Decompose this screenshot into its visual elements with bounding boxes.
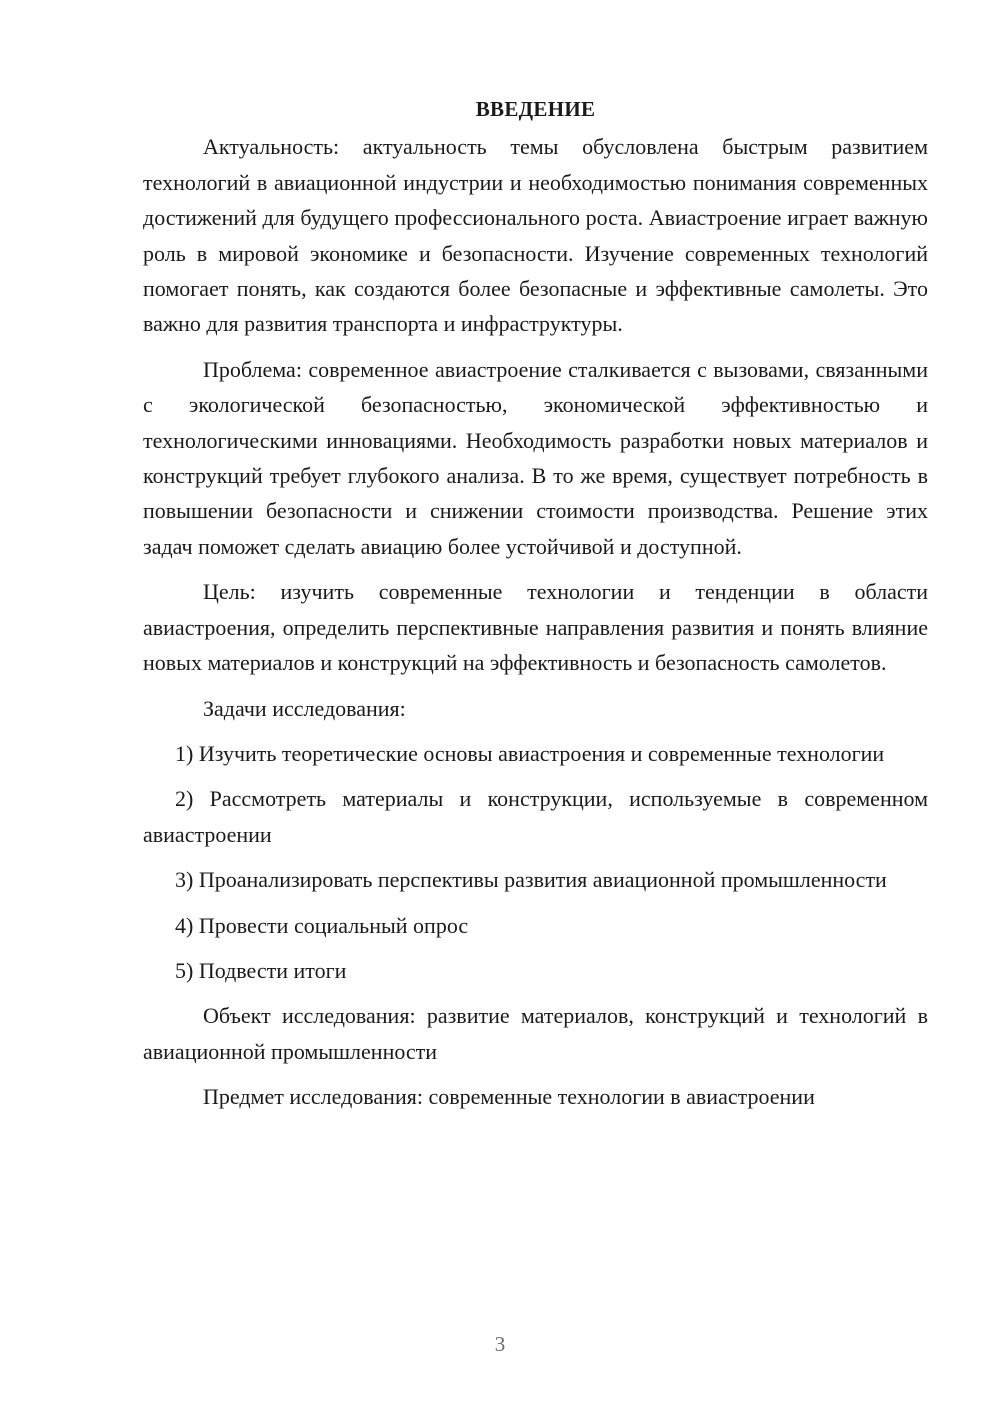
goal-paragraph: Цель: изучить современные технологии и тенденции в области авиастроения, определить перспективные направления развития и понять влияние новых материалов и конструкций на эффективность и безопасность самолетов. bbox=[143, 579, 928, 676]
task-item-2: 2) Рассмотреть материалы и конструкции, используемые в современном авиастроении bbox=[143, 786, 928, 847]
tasks-list bbox=[143, 736, 928, 988]
research-subject-paragraph: Предмет исследования: современные технологии в авиастроении bbox=[203, 1084, 815, 1110]
task-item-4: 4) Провести социальный опрос bbox=[175, 912, 469, 938]
document-page bbox=[143, 92, 928, 1115]
relevance-paragraph: Актуальность: актуальность темы обусловлена быстрым развитием технологий в авиационной индустрии и необходимостью понимания современных достижений для будущего профессионального роста. Авиастроение играет важную роль в мировой экономике и безопасности. Изучение современных технологий помогает понять, как создаются более безопасные и эффективные самолеты. Это важно для развития транспорта и инфраструктуры. bbox=[143, 134, 928, 337]
task-item-3: 3) Проанализировать перспективы развития авиационной промышленности bbox=[175, 867, 887, 893]
page-title: ВВЕДЕНИЕ bbox=[475, 97, 596, 121]
tasks-heading: Задачи исследования: bbox=[203, 695, 406, 721]
problem-paragraph: Проблема: современное авиастроение сталкивается с вызовами, связанными с экологической безопасностью, экономической эффективностью и технологическими инновациями. Необходимость разработки новых материалов и конструкций требует глубокого анализа. В то же время, существует потребность в повышении безопасности и снижении стоимости производства. Решение этих задач поможет сделать авиацию более устойчивой и доступной. bbox=[143, 356, 928, 559]
page-number: 3 bbox=[494, 1332, 506, 1356]
task-item-1: 1) Изучить теоретические основы авиастроения и современные технологии bbox=[175, 740, 885, 766]
task-item-5: 5) Подвести итоги bbox=[175, 957, 347, 983]
research-object-paragraph: Объект исследования: развитие материалов, конструкций и технологий в авиационной промышленности bbox=[143, 1003, 928, 1064]
